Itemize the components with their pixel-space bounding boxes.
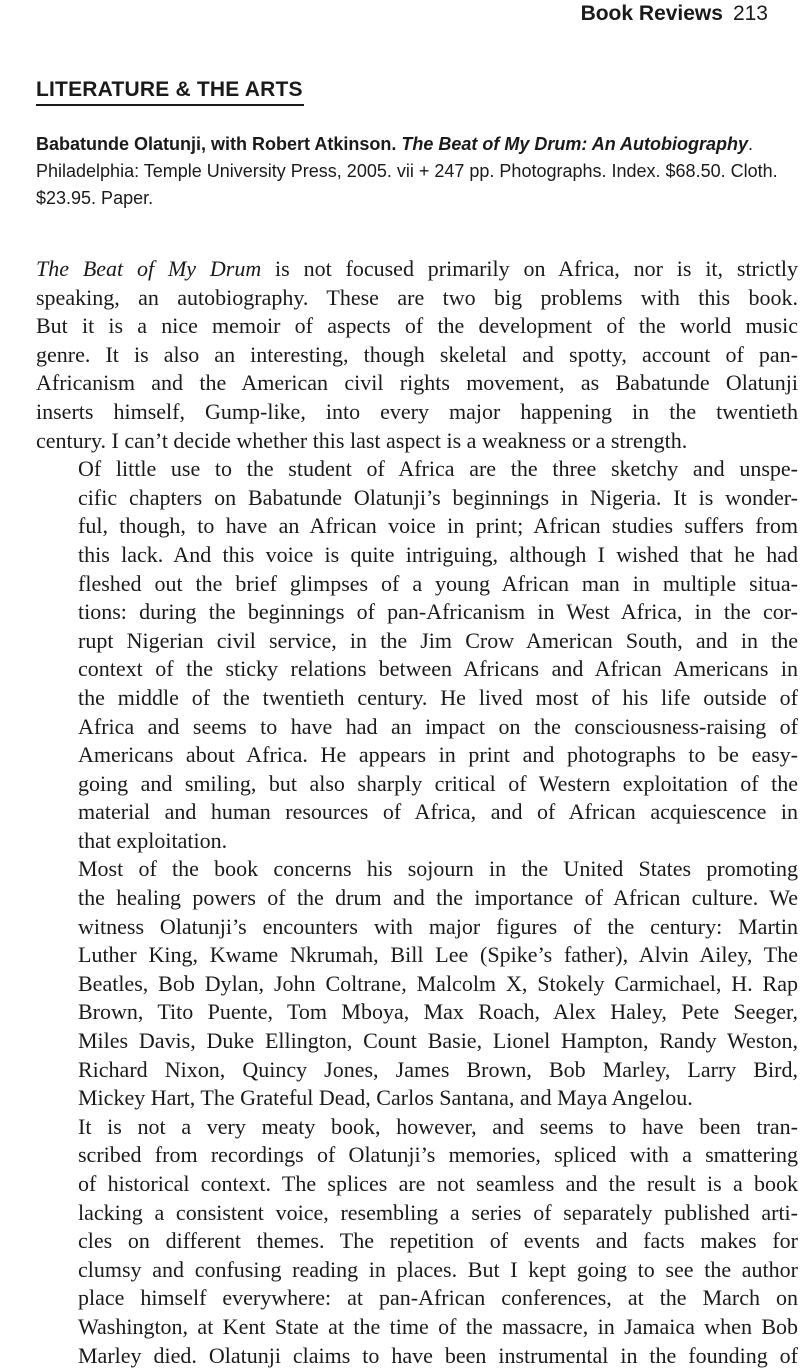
text-line: going and smiling, but also sharply critical of Western exploitation of the: [78, 770, 798, 796]
text-line: tions: during the beginnings of pan-Africanism in West Africa, in the cor-: [78, 599, 798, 625]
text-line: Africa and seems to have had an impact on the consciousness-raising of: [78, 713, 798, 739]
section-heading-rule: [36, 104, 304, 106]
text-line: Beatles, Bob Dylan, John Coltrane, Malcolm X, Stokely Carmichael, H. Rap: [78, 970, 798, 996]
text-line: Brown, Tito Puente, Tom Mboya, Max Roach, Alex Haley, Pete Seeger,: [78, 999, 798, 1025]
book-citation: [36, 131, 788, 212]
review-paragraph: [36, 1113, 798, 1370]
review-paragraph: [36, 855, 798, 1112]
text-line: cles on different themes. The repetition of events and facts makes for: [78, 1228, 798, 1254]
text-line: clumsy and confusing reading in places. But I kept going to see the author: [78, 1256, 798, 1282]
running-head: [581, 2, 768, 26]
text-line: ful, though, to have an African voice in print; African studies suffers from: [78, 513, 798, 539]
text-line: place himself everywhere: at pan-African conferences, at the March on: [78, 1285, 798, 1311]
text-line: witness Olatunji’s encounters with major figures of the century: Martin: [78, 913, 798, 939]
text-line: scribed from recordings of Olatunji’s memories, spliced with a smattering: [78, 1142, 798, 1168]
review-paragraph: [36, 455, 798, 855]
text-line: the middle of the twentieth century. He lived most of his life outside of: [78, 684, 798, 710]
page-number: 213: [732, 2, 768, 25]
text-line: It is not a very meaty book, however, and seems to have been tran-: [78, 1113, 798, 1139]
text-line: context of the sticky relations between Africans and African Americans in: [78, 656, 798, 682]
text-line: Africanism and the American civil rights movement, as Babatunde Olatunji: [36, 370, 798, 396]
text-line: inserts himself, Gump-like, into every major happening in the twentieth: [36, 398, 798, 424]
text-line: Marley died. Olatunji claims to have been instrumental in the founding of: [78, 1342, 798, 1368]
text-line: lacking a consistent voice, resembling a series of separately published arti-: [78, 1199, 798, 1225]
text-line: Most of the book concerns his sojourn in the United States promoting: [78, 856, 798, 882]
text-line: Americans about Africa. He appears in print and photographs to be easy-: [78, 742, 798, 768]
running-head-title: Book Reviews: [580, 2, 723, 25]
text-line: fleshed out the brief glimpses of a young African man in multiple situa-: [78, 570, 798, 596]
text-line: Miles Davis, Duke Ellington, Count Basie, Lionel Hampton, Randy Weston,: [78, 1028, 798, 1054]
text-line: Washington, at Kent State at the time of the massacre, in Jamaica when Bob: [78, 1313, 798, 1339]
text-line: century. I can’t decide whether this last aspect is a weakness or a strength.: [36, 427, 688, 453]
section-heading: LITERATURE & THE ARTS: [36, 78, 303, 101]
text-line: Mickey Hart, The Grateful Dead, Carlos Santana, and Maya Angelou.: [78, 1085, 693, 1111]
text-line: the healing powers of the drum and the importance of African culture. We: [78, 885, 798, 911]
citation-authors: Babatunde Olatunji, with Robert Atkinson.: [36, 134, 397, 154]
text-line: But it is a nice memoir of aspects of the development of the world music: [36, 313, 798, 339]
text-line: speaking, an autobiography. These are two big problems with this book.: [36, 284, 798, 310]
review-body: [36, 255, 798, 1370]
text-line: cific chapters on Babatunde Olatunji’s beginnings in Nigeria. It is wonder-: [78, 484, 798, 510]
text-line: genre. It is also an interesting, though skeletal and spotty, account of pan-: [36, 341, 798, 367]
text-line: rupt Nigerian civil service, in the Jim Crow American South, and in the: [78, 627, 798, 653]
text-line: Luther King, Kwame Nkrumah, Bill Lee (Spike’s father), Alvin Ailey, The: [78, 942, 798, 968]
reviewed-title-italic: The Beat of My Drum: [36, 256, 262, 281]
text-line: material and human resources of Africa, and of African acquiescence in: [78, 799, 798, 825]
text-line: of historical context. The splices are not seamless and the result is a book: [78, 1171, 798, 1196]
text-line: Richard Nixon, Quincy Jones, James Brown, Bob Marley, Larry Bird,: [78, 1056, 798, 1082]
text-line: this lack. And this voice is quite intriguing, although I wished that he had: [78, 541, 798, 567]
text-line: The Beat of My Drum is not focused primarily on Africa, nor is it, strictly: [36, 256, 798, 281]
citation-details: . Philadelphia: Temple University Press, 2005. vii + 247 pp. Photographs. Index. $68.50. Cloth. $23.95. Paper.: [36, 134, 778, 208]
text-line: that exploitation.: [78, 827, 228, 853]
citation-book-title: The Beat of My Drum: An Autobiography: [401, 134, 749, 154]
review-paragraph: [36, 255, 798, 455]
text-line: Of little use to the student of Africa are the three sketchy and unspe-: [78, 456, 798, 482]
